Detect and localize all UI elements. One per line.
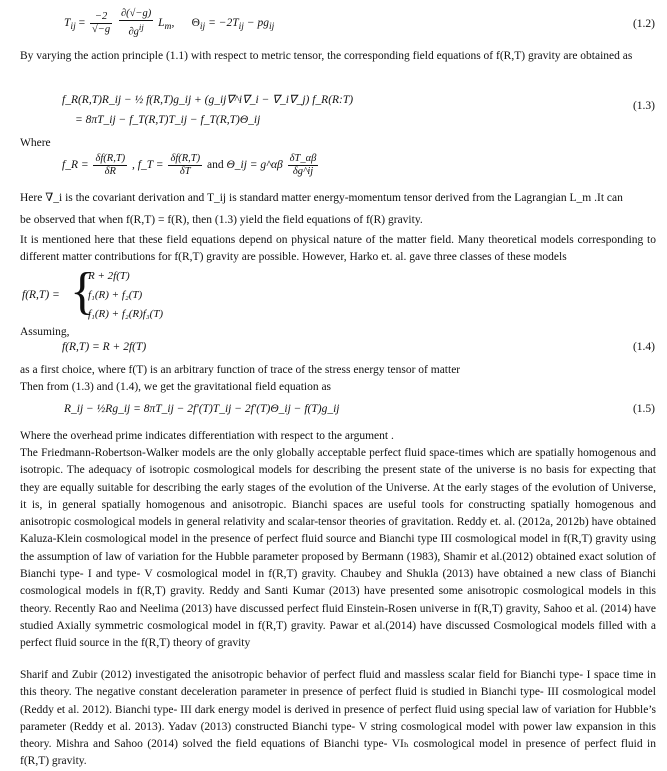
paragraph-line: Where the overhead prime indicates differentiation with respect to the argument . [20, 430, 394, 442]
equation-number: (1.2) [632, 18, 655, 30]
equation-number: (1.4) [632, 341, 655, 353]
paragraph: Sharif and Zubir (2012) investigated the anisotropic behavior of perfect fluid and massless scalar field for Bianchi type- I space time in this theory. The negative constant deceleration parameter in presence of perfect fluid is studied in Bianchi type- III cosmological model (Reddy et al. 2012). Bianchi type- III dark energy model is derived in presence of perfect fluid using special law of variation for Hubble’s parameter (Reddy et al. 2013). Yadav (2013) constructed Bianchi type- V string cosmological model with power law expansion in this theory. Mishra and Sahoo (2014) solved the field equations of Bianchi type- VIₕ cosmological model in presence of perfect fluid in f(R,T) gravity. [20, 669, 656, 768]
left-brace: { [70, 263, 95, 320]
equation-number: (1.3) [632, 100, 655, 112]
paragraph: The Friedmann-Robertson-Walker models are the only globally acceptable perfect fluid space-times which are spatially homogenous and isotropic. The adequacy of isotropic cosmological models for describing the present state of the universe is no basis for expecting that they are equally suitable for describing the early stages of the evolution of the Universe. At the early stages of the evolution of Universe, it is, in general spatially homogenous and anisotropic. Bianchi spaces are useful tools for constructing spatially homogenous and anisotropic cosmological models in general relativity and scalar-tensor theories of gravitation. Reddy et. al. (2012a, 2012b) have obtained Kaluza-Klein cosmological model in the presence of perfect fluid source and Bianchi type III cosmological model in f(R,T) gravity using the assumption of law of variation for the Hubble parameter proposed by Bermann (1983), Shamir et al.(2012) obtained exact solution of Bianchi type- I and type- V cosmological model in f(R,T) gravity. Chaubey and Shukla (2013) have obtained a new class of Bianchi cosmological models in f(R,T) gravity. Reddy and Santi Kumar (2013) have presented some anisotropic cosmological models in this theory. Recently Rao and Neelima (2013) have discussed perfect fluid Einstein-Rosen universe in f(R,T) gravity, Sahoo et al. (2014) have studied Axially symmetric cosmological model in f(R,T) gravity. Pawar et al.(2014) have discussed Cosmological models filled with a perfect fluid source in the f(R,T) theory of gravity [20, 447, 656, 650]
where-label: Where [20, 137, 51, 149]
equation-1-3-line2: = 8πT_ij − f_T(R,T)T_ij − f_T(R,T)Θ_ij [75, 114, 261, 126]
paragraph-line: Then from (1.3) and (1.4), we get the gravitational field equation as [20, 381, 332, 393]
fraction: $\frac{-2}{√-g}$ [91, 10, 111, 35]
case-1: R + 2f(T) [88, 270, 130, 282]
case-2: f₁(R) + f₂(T) [88, 289, 143, 301]
fraction: $\frac{\partial(√-g)}{\partial g^{ij}}$ [120, 8, 152, 38]
paragraph: By varying the action principle (1.1) with respect to metric tensor, the corresponding field equations of f(R,T) gravity are obtained as [20, 50, 633, 62]
paragraph-line: as a first choice, where f(T) is an arbitrary function of trace of the stress energy tensor of matter [20, 364, 461, 376]
equation-1-3-line1: f_R(R,T)R_ij − ½ f(R,T)g_ij + (g_ij∇^i∇_i − ∇_i∇_j) f_R(R:T) [62, 94, 354, 106]
equation-1-5: R_ij − ½Rg_ij = 8πT_ij − 2f′(T)T_ij − 2f′(T)Θ_ij − f(T)g_ij [64, 403, 340, 415]
cases-lhs: f(R,T) = [22, 289, 60, 301]
paragraph: It is mentioned here that these field equations depend on physical nature of the matter field. Many theoretical models corresponding to different matter contributions for f(R,T) gravity are possible. However, Harko et. al. gave three classes of these models [20, 234, 656, 264]
paragraph-line: be observed that when f(R,T) = f(R), then (1.3) yield the field equations of f(R) gravity. [20, 214, 423, 226]
equation-1-2: $T_{ij}$ = $\frac{-2}{√-g}$ $\frac{\partial(√-g)}{\partial g^{ij}}$ $L_m$, $\Theta_{ij} = -2T_{ij} - pg_{ij}$ [64, 8, 275, 38]
equation-number: (1.5) [632, 403, 655, 415]
equation-1-4: f(R,T) = R + 2f(T) [62, 341, 147, 353]
paragraph-line: Here ∇_i is the covariant derivation and T_ij is standard matter energy-momentum tensor derived from the Lagrangian L_m .It can [20, 192, 623, 204]
assuming-label: Assuming, [20, 326, 70, 338]
definitions: f_R = $\frac{\delta f(R,T)}{\delta R}$ , f_T = $\frac{\delta f(R,T)}{\delta T}$ and Θ_ij = g^αβ $\frac{\delta T\_\alpha\beta}{\delta g\^{}ij}$ [62, 153, 317, 177]
case-3: f₁(R) + f₂(R)f₃(T) [88, 308, 164, 320]
